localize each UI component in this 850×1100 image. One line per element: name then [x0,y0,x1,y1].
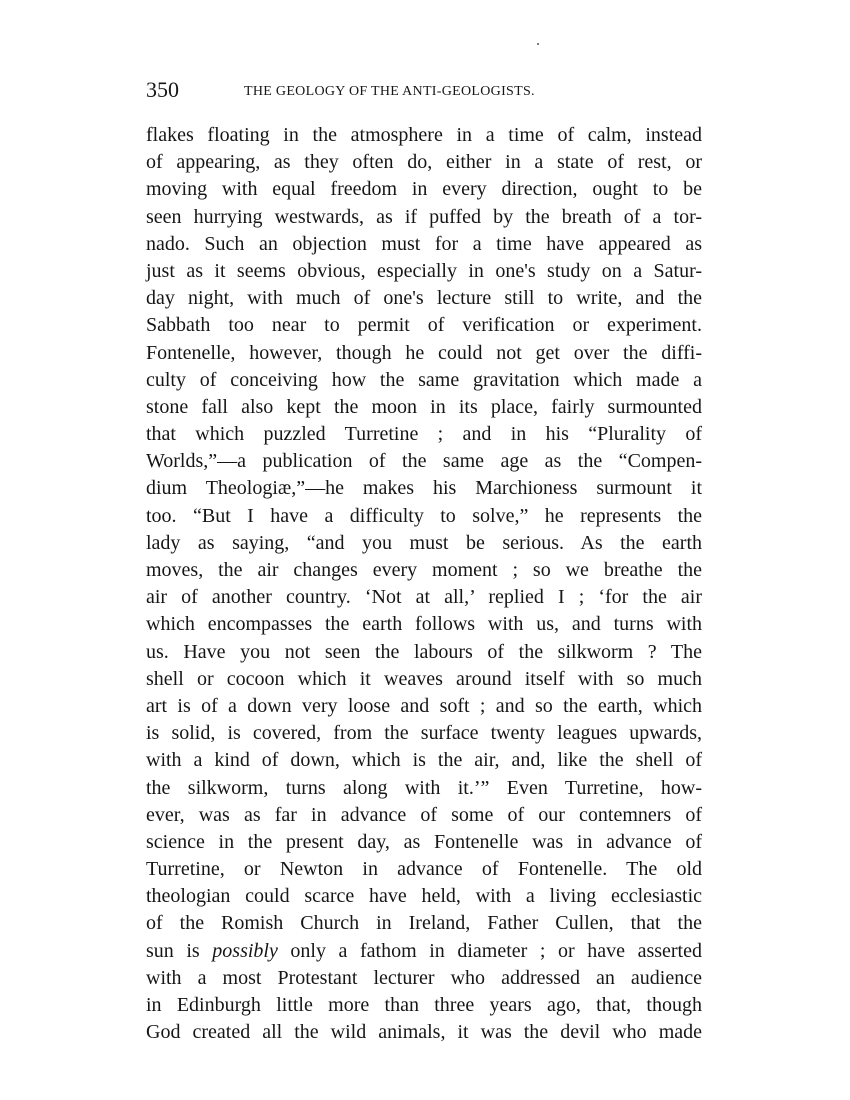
text-line: Turretine, or Newton in advance of Fontenelle. The old [146,858,702,881]
text-line: ever, was as far in advance of some of our contemners of [146,803,702,826]
text-line: air of another country. ‘Not at all,’ replied I ; ‘for the air [146,586,702,609]
text-line: of the Romish Church in Ireland, Father Cullen, that the [146,912,702,935]
text-line: God created all the wild animals, it was the devil who made [146,1021,702,1044]
text-line: too. “But I have a difficulty to solve,” he represents the [146,504,702,527]
text-line: which encompasses the earth follows with us, and turns with [146,613,702,636]
text-line: of appearing, as they often do, either in a state of rest, or [146,151,702,174]
text-line: Fontenelle, however, though he could not get over the diffi- [146,341,702,364]
text-line: day night, with much of one's lecture still to write, and the [146,287,702,310]
text-line: Sabbath too near to permit of verification or experiment. [146,314,702,337]
text-line: stone fall also kept the moon in its place, fairly surmounted [146,395,702,418]
text-line: theologian could scarce have held, with a living ecclesiastic [146,885,702,908]
text-line: flakes floating in the atmosphere in a time of calm, instead [146,124,702,146]
italic-word: possibly [212,939,278,962]
text-line: lady as saying, “and you must be serious. As the earth [146,531,702,554]
text-segment: only a fathom in diameter ; or have asserted [277,939,702,962]
text-line: culty of conceiving how the same gravitation which made a [146,368,702,391]
text-segment: sun is [146,939,213,962]
page-number: 350 [146,77,179,102]
text-line: science in the present day, as Fontenelle was in advance of [146,830,702,853]
body-text [146,122,702,1046]
text-line: moving with equal freedom in every direction, ought to be [146,178,702,201]
text-line: shell or cocoon which it weaves around itself with so much [146,667,702,690]
text-line: the silkworm, turns along with it.’” Even Turretine, how- [146,776,702,799]
text-line: moves, the air changes every moment ; so we breathe the [146,559,702,581]
text-line: seen hurrying westwards, as if puffed by the breath of a tor- [146,205,702,228]
running-head [146,78,702,104]
text-line: with a kind of down, which is the air, and, like the shell of [146,749,702,772]
text-line: is solid, is covered, from the surface twenty leagues upwards, [146,722,702,745]
print-speck [537,43,539,45]
text-line: dium Theologiæ,”—he makes his Marchioness surmount it [146,477,702,500]
text-line: in Edinburgh little more than three years ago, that, though [146,994,702,1016]
text-line: with a most Protestant lecturer who addressed an audience [146,966,702,989]
running-title: THE GEOLOGY OF THE ANTI-GEOLOGISTS. [244,84,535,99]
text-line: just as it seems obvious, especially in one's study on a Satur- [146,259,702,282]
text-line: nado. Such an objection must for a time have appeared as [146,232,702,255]
text-line: Worlds,”—a publication of the same age as the “Compen- [146,450,702,473]
text-line: art is of a down very loose and soft ; and so the earth, which [146,694,702,717]
text-line: that which puzzled Turretine ; and in his “Plurality of [146,423,702,446]
text-line-with-italic [146,938,702,965]
text-line: us. Have you not seen the labours of the silkworm ? The [146,640,702,663]
